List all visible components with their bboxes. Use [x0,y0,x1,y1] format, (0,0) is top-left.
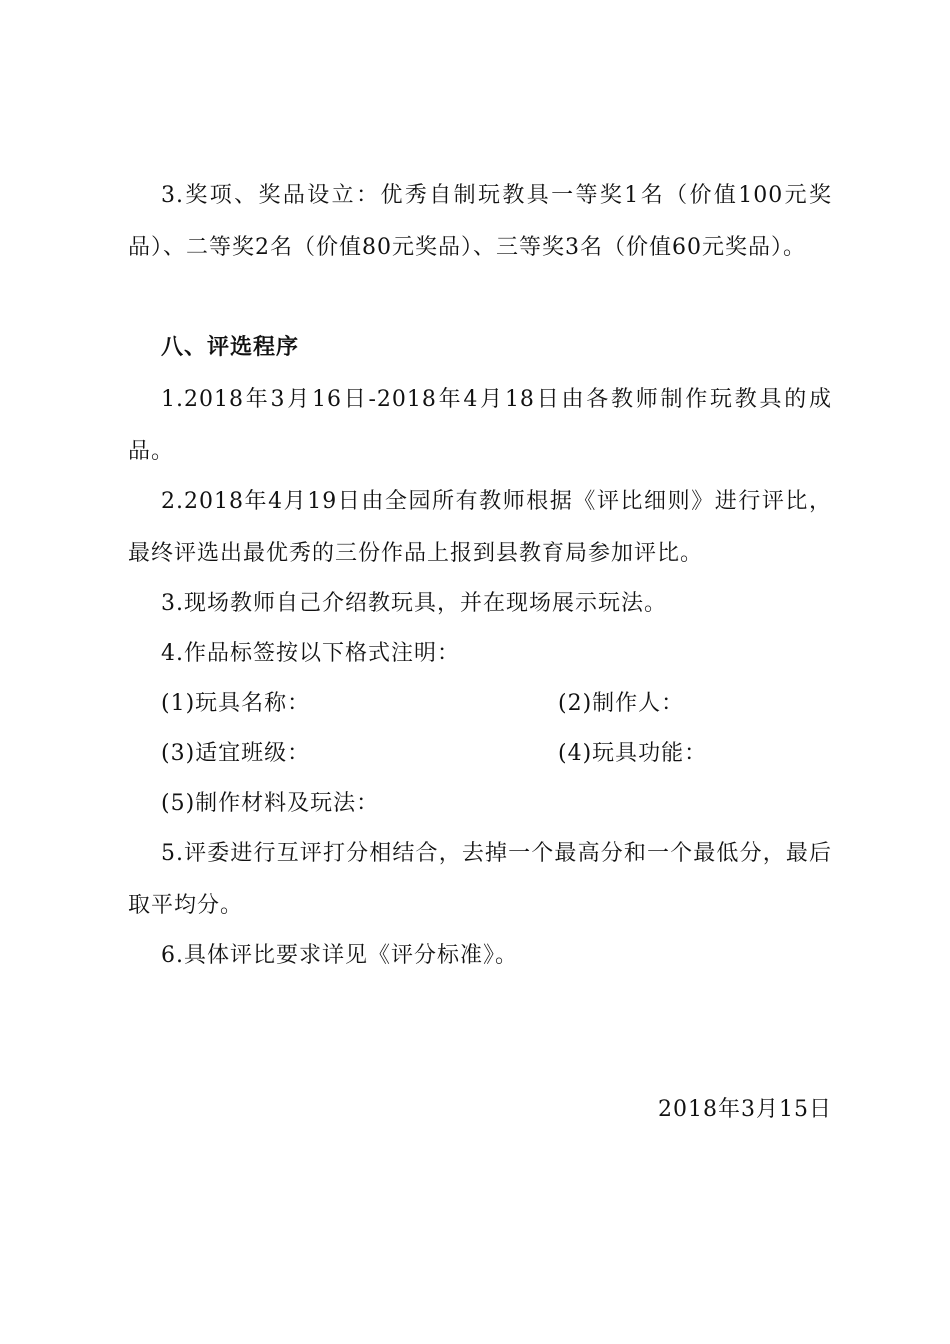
field-materials-play: (5)制作材料及玩法： [161,791,380,816]
step-3: 3.现场教师自己介绍教玩具，并在现场展示玩法。 [161,591,667,616]
field-toy-function: (4)玩具功能： [558,741,708,766]
section-heading: 八、评选程序 [161,335,300,360]
field-toy-name: (1)玩具名称： [161,691,311,716]
field-maker: (2)制作人： [558,691,685,716]
step-1: 1.2018年3月16日-2018年4月18日由各教师制作玩教具的成品。 [128,387,832,464]
step-5: 5.评委进行互评打分相结合，去掉一个最高分和一个最低分，最后取平均分。 [128,841,832,918]
awards-paragraph: 3.奖项、奖品设立：优秀自制玩教具一等奖1名（价值100元奖品）、二等奖2名（价值80元奖品）、三等奖3名（价值60元奖品）。 [128,183,832,260]
document-date: 2018年3月15日 [658,1097,832,1122]
step-4: 4.作品标签按以下格式注明： [161,641,460,666]
step-2: 2.2018年4月19日由全园所有教师根据《评比细则》进行评比，最终评选出最优秀的三份作品上报到县教育局参加评比。 [128,489,832,566]
field-suitable-class: (3)适宜班级： [161,741,311,766]
step-6: 6.具体评比要求详见《评分标准》。 [161,943,518,968]
